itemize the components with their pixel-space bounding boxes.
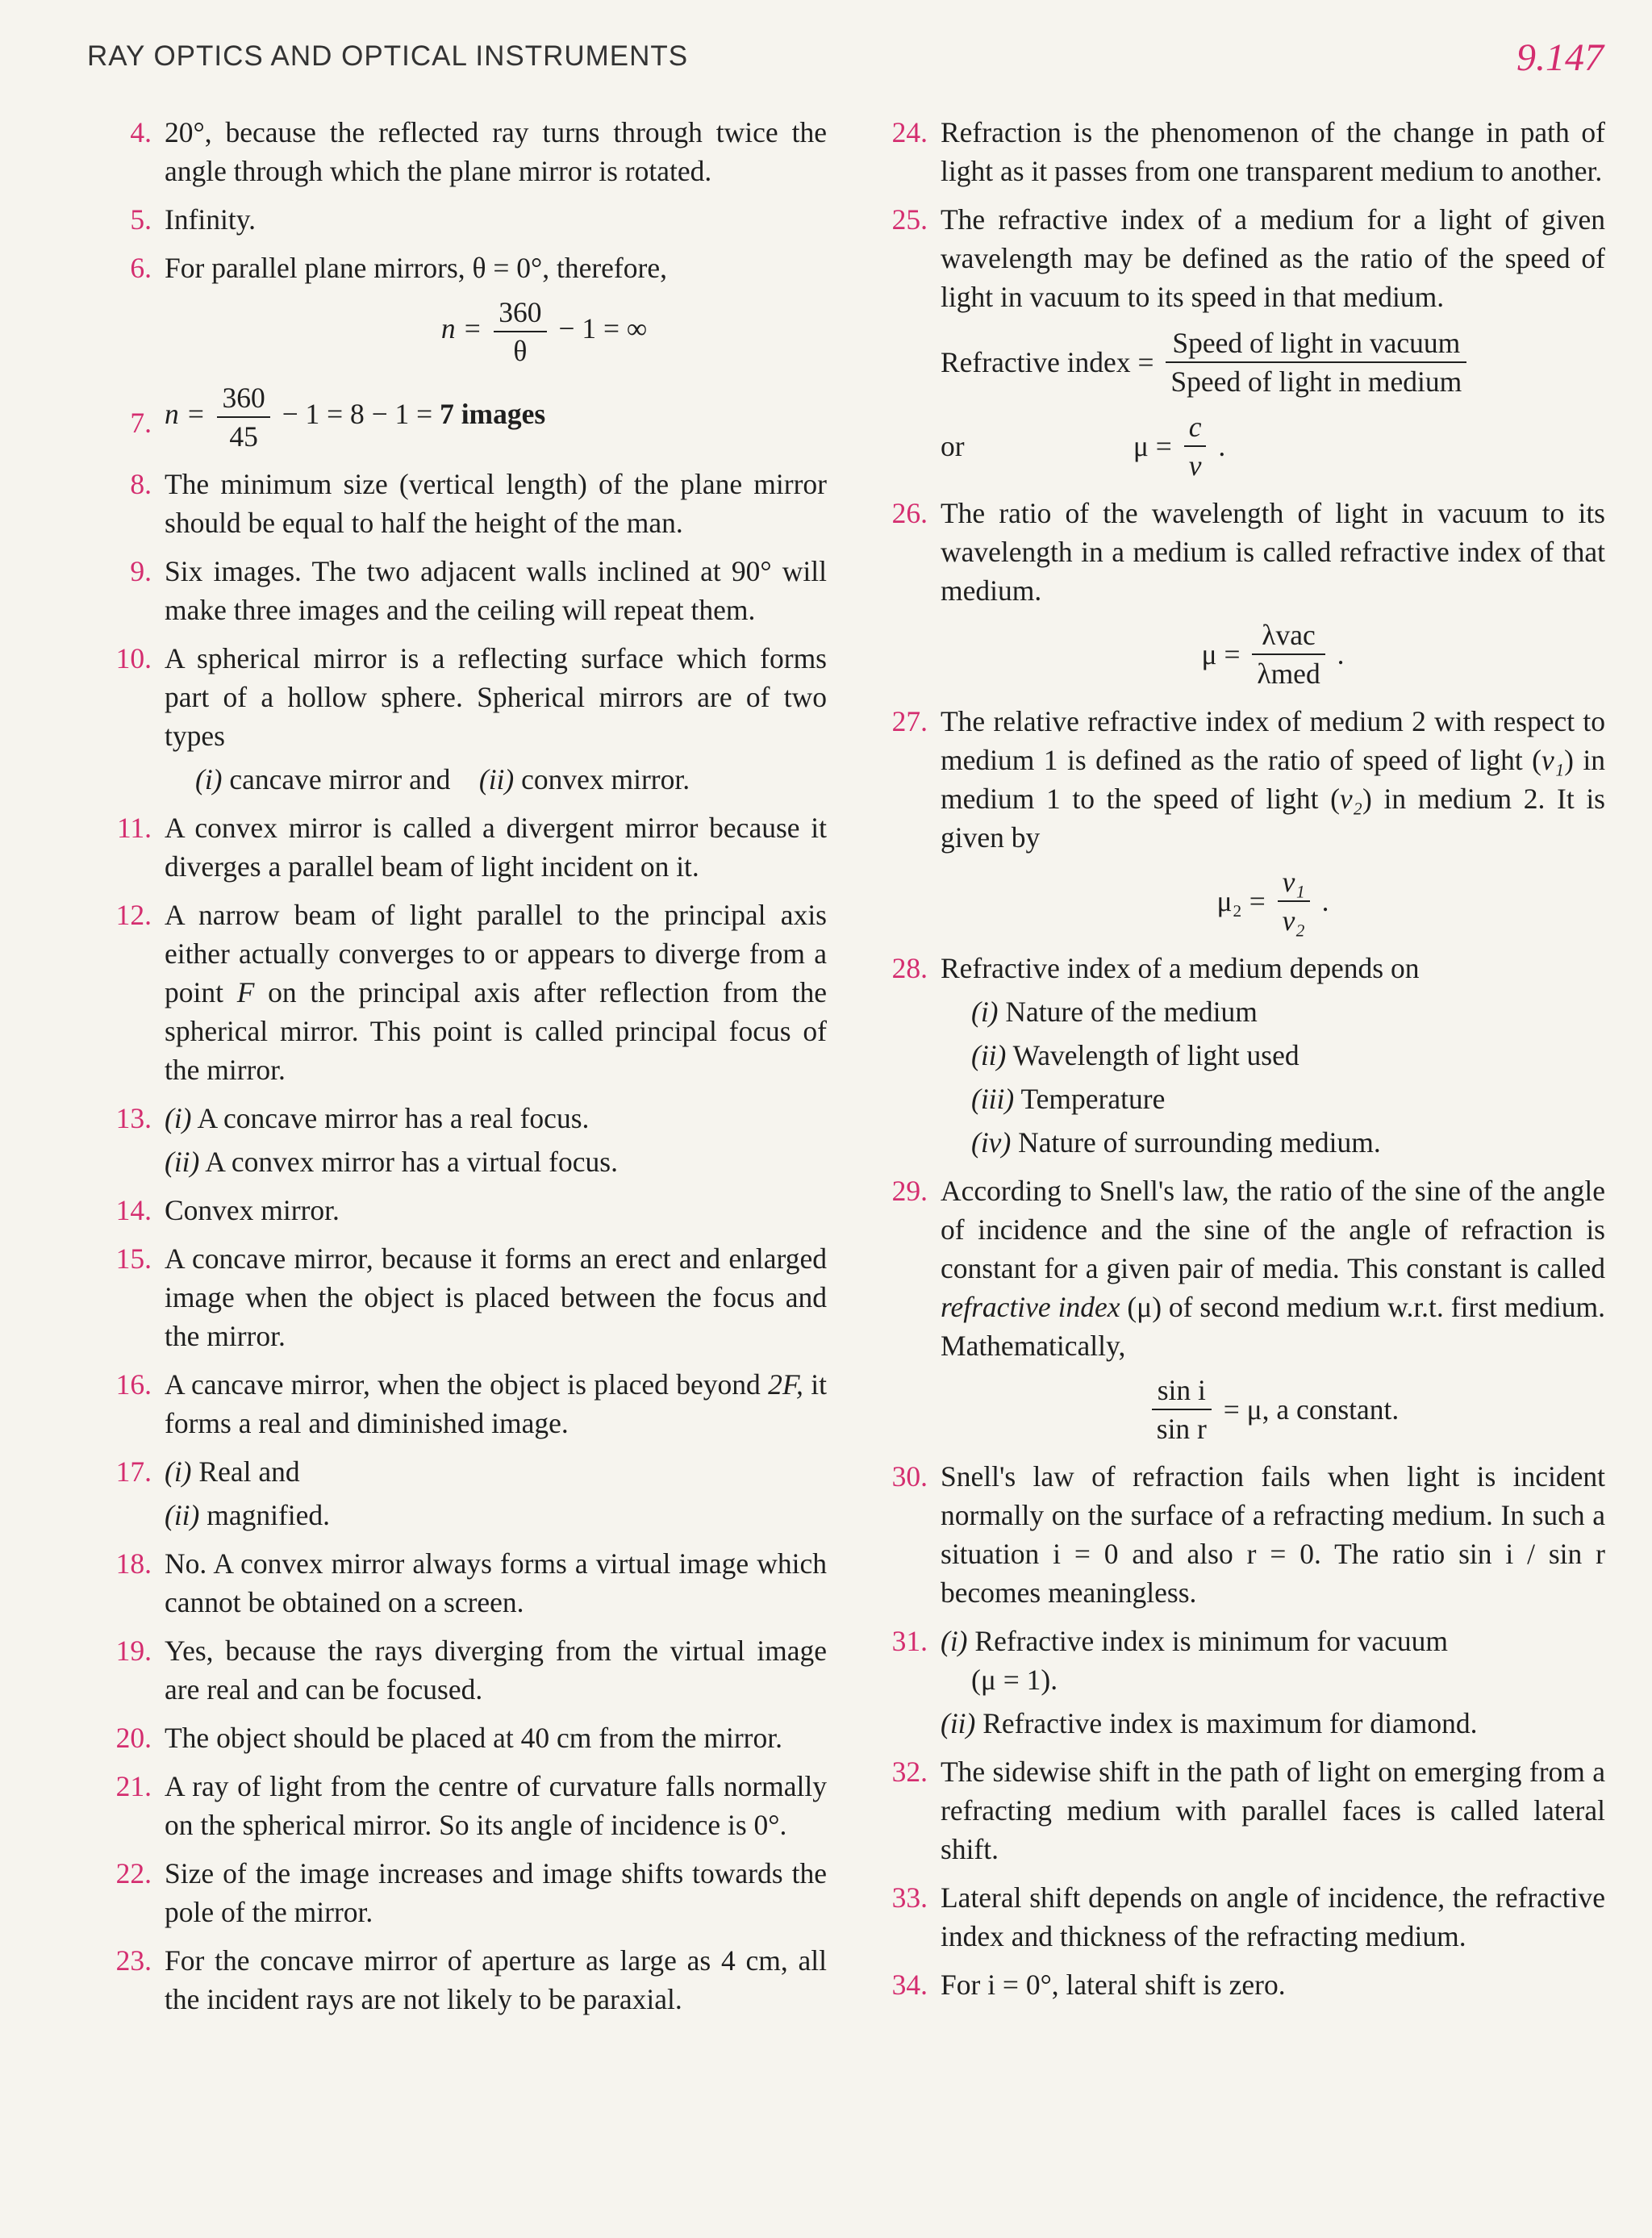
sub-text: Nature of the medium <box>1005 996 1258 1028</box>
answer-23 <box>105 1941 827 2019</box>
v2-symbol: v₂ <box>1339 783 1363 815</box>
equation <box>941 408 1605 484</box>
sub-label: (ii) <box>971 1039 1007 1071</box>
fraction-numerator: λvac <box>1252 616 1325 655</box>
answer-number: 28. <box>891 952 928 984</box>
fraction <box>1184 408 1207 484</box>
answer-number: 34. <box>891 1969 928 2001</box>
fraction <box>1166 324 1466 400</box>
sub-label: (i) <box>165 1455 192 1488</box>
fraction-denominator: Speed of light in medium <box>1170 365 1462 398</box>
answer-number: 8. <box>130 468 152 500</box>
sub-label: (iv) <box>971 1126 1012 1159</box>
sub-item <box>165 1142 827 1181</box>
answer-text: For the concave mirror of aperture as large as 4 cm, all the incident rays are not likely to be paraxial. <box>165 1944 827 2015</box>
fraction-numerator: c <box>1184 408 1207 447</box>
fraction <box>217 379 269 455</box>
answer-value: 7 images <box>440 398 546 431</box>
answer-text: (μ) of second medium w.r.t. first medium. Mathematically, <box>941 1291 1605 1362</box>
answer-17 <box>105 1452 827 1534</box>
fraction-numerator: 360 <box>217 379 269 418</box>
answer-7 <box>105 379 827 455</box>
sub-label: (i) <box>971 996 999 1028</box>
answer-number: 9. <box>130 555 152 587</box>
sub-text: Refractive index is maximum for diamond. <box>982 1707 1478 1739</box>
sub-text: cancave mirror and <box>229 763 451 795</box>
answer-13 <box>105 1099 827 1181</box>
answer-number: 25. <box>891 203 928 236</box>
answer-number: 13. <box>115 1102 152 1134</box>
fraction-numerator: Speed of light in vacuum <box>1166 324 1466 363</box>
sub-item <box>941 1036 1605 1075</box>
sub-item <box>165 1452 827 1491</box>
sub-item <box>941 992 1605 1031</box>
sub-label: (i) <box>941 1625 968 1657</box>
answer-number: 5. <box>130 203 152 236</box>
answer-21 <box>105 1767 827 1844</box>
fraction-denominator: sin r <box>1156 1413 1207 1445</box>
answer-number: 10. <box>115 642 152 674</box>
equation <box>941 863 1605 939</box>
fraction-denominator: λmed <box>1257 658 1320 690</box>
sub-label: (ii) <box>165 1499 200 1531</box>
answer-11 <box>105 808 827 886</box>
sub-text: magnified. <box>206 1499 331 1531</box>
answer-number: 31. <box>891 1625 928 1657</box>
fraction-numerator: v₁ <box>1278 863 1310 902</box>
equation-end: . <box>1218 430 1226 462</box>
answer-text: A cancave mirror, when the object is placed beyond <box>165 1368 761 1401</box>
equation-lhs: n = <box>165 398 206 431</box>
left-column <box>105 113 827 2028</box>
answer-text: Snell's law of refraction fails when light is incident normally on the surface of a refracting medium. In such a situation i = 0 and also r = 0. The ratio sin i / sin r becomes meaningless. <box>941 1460 1605 1609</box>
answer-18 <box>105 1544 827 1622</box>
answer-number: 23. <box>115 1944 152 1977</box>
fraction-denominator: θ <box>513 335 528 367</box>
answer-22 <box>105 1854 827 1931</box>
answer-26 <box>881 494 1605 692</box>
twoF-symbol: 2F, <box>768 1368 803 1401</box>
answer-30 <box>881 1457 1605 1612</box>
answer-12 <box>105 896 827 1089</box>
answer-text: No. A convex mirror always forms a virtual image which cannot be obtained on a screen. <box>165 1547 827 1618</box>
sub-text: A convex mirror has a virtual focus. <box>205 1146 618 1178</box>
sub-label: (ii) <box>941 1707 976 1739</box>
answer-number: 32. <box>891 1756 928 1788</box>
fraction <box>494 294 546 370</box>
fraction-numerator: 360 <box>494 294 546 332</box>
equation-rhs: − 1 = ∞ <box>558 312 648 345</box>
or-label: or <box>941 430 965 462</box>
answer-text: Yes, because the rays diverging from the virtual image are real and can be focused. <box>165 1635 827 1706</box>
answer-31 <box>881 1622 1605 1743</box>
answer-9 <box>105 552 827 629</box>
answer-number: 16. <box>115 1368 152 1401</box>
equation-rhs: − 1 = 8 − 1 = <box>282 398 433 431</box>
answer-number: 30. <box>891 1460 928 1493</box>
answer-text: it forms a real and diminished image. <box>165 1368 827 1439</box>
sub-label: (i) <box>195 763 223 795</box>
sub-item <box>165 1099 827 1138</box>
answer-32 <box>881 1752 1605 1868</box>
answer-6 <box>105 248 827 370</box>
equation <box>165 294 827 370</box>
equation-end: . <box>1321 885 1329 917</box>
answer-number: 14. <box>115 1194 152 1226</box>
sub-item <box>941 1079 1605 1118</box>
sub-label: (i) <box>165 1102 192 1134</box>
answer-number: 4. <box>130 116 152 148</box>
page-number: 9.147 <box>1516 36 1604 79</box>
answer-28 <box>881 949 1605 1162</box>
sub-item <box>941 1622 1605 1660</box>
answer-text: 20°, because the reflected ray turns through twice the angle through which the plane mirror is rotated. <box>165 116 827 187</box>
answer-text: Refraction is the phenomenon of the change in path of light as it passes from one transparent medium to another. <box>941 116 1605 187</box>
answer-16 <box>105 1365 827 1443</box>
answer-text: A narrow beam of light parallel to the principal axis either actually converges to or appears to diverge from a point <box>165 899 827 1008</box>
answer-text: Lateral shift depends on angle of incidence, the refractive index and thickness of the refracting medium. <box>941 1881 1605 1952</box>
fraction-denominator: v₂ <box>1282 904 1305 937</box>
answer-number: 11. <box>116 812 152 844</box>
fraction <box>1278 863 1310 939</box>
answer-text: The refractive index of a medium for a light of given wavelength may be defined as the ratio of the speed of light in vacuum to its speed in that medium. <box>941 203 1605 313</box>
equation <box>941 324 1605 400</box>
sub-item <box>941 1704 1605 1743</box>
sub-label: (ii) <box>165 1146 200 1178</box>
answer-text: A spherical mirror is a reflecting surface which forms part of a hollow sphere. Spherical mirrors are of two types <box>165 642 827 752</box>
answer-number: 19. <box>115 1635 152 1667</box>
answer-25 <box>881 200 1605 484</box>
answer-number: 20. <box>115 1722 152 1754</box>
answer-5 <box>105 200 827 239</box>
answer-text: According to Snell's law, the ratio of the sine of the angle of incidence and the sine of the angle of refraction is constant for a given pair of media. This constant is called <box>941 1175 1605 1284</box>
sub-options <box>165 760 827 799</box>
focus-symbol: F <box>236 976 255 1008</box>
answer-8 <box>105 465 827 542</box>
answer-text: A ray of light from the centre of curvature falls normally on the spherical mirror. So its angle of incidence is 0°. <box>165 1770 827 1841</box>
answer-text: The ratio of the wavelength of light in vacuum to its wavelength in a medium is called refractive index of that medium. <box>941 497 1605 607</box>
answer-number: 15. <box>115 1242 152 1275</box>
answer-34 <box>881 1965 1605 2004</box>
equation-lhs: Refractive index = <box>941 346 1154 378</box>
sub-text: A concave mirror has a real focus. <box>197 1102 590 1134</box>
v1-symbol: v₁ <box>1541 744 1565 776</box>
answer-number: 27. <box>891 705 928 737</box>
answer-number: 6. <box>130 252 152 284</box>
answer-text: Size of the image increases and image shifts towards the pole of the mirror. <box>165 1857 827 1928</box>
answer-10 <box>105 639 827 799</box>
answer-33 <box>881 1878 1605 1956</box>
fraction-denominator: v <box>1188 449 1202 482</box>
answer-text: Refractive index of a medium depends on <box>941 952 1420 984</box>
answer-number: 7. <box>130 407 152 439</box>
answer-24 <box>881 113 1605 190</box>
equation <box>941 616 1605 692</box>
equation <box>941 1372 1605 1447</box>
answer-4 <box>105 113 827 190</box>
equation-lhs: μ = <box>1201 638 1241 670</box>
answer-number: 21. <box>115 1770 152 1802</box>
answer-text: Infinity. <box>165 203 257 236</box>
answer-text: A convex mirror is called a divergent mirror because it diverges a parallel beam of light incident on it. <box>165 812 827 883</box>
equation-end: . <box>1337 638 1345 670</box>
sub-item-continuation: (μ = 1). <box>971 1664 1058 1696</box>
equation-lhs: μ₂ = <box>1216 885 1266 917</box>
page-header <box>87 35 1604 92</box>
answer-text: The sidewise shift in the path of light on emerging from a refracting medium with parallel faces is called lateral shift. <box>941 1756 1605 1865</box>
sub-text: convex mirror. <box>521 763 690 795</box>
answer-19 <box>105 1631 827 1709</box>
sub-text: Real and <box>198 1455 300 1488</box>
answer-number: 26. <box>891 497 928 529</box>
answer-text: For parallel plane mirrors, θ = 0°, therefore, <box>165 252 667 284</box>
sub-label: (iii) <box>971 1083 1015 1115</box>
right-column <box>881 113 1605 2014</box>
answer-text: Convex mirror. <box>165 1194 340 1226</box>
answer-29 <box>881 1171 1605 1447</box>
sub-text: Nature of surrounding medium. <box>1018 1126 1381 1159</box>
equation-lhs: μ = <box>1133 430 1172 462</box>
answer-text: The minimum size (vertical length) of the plane mirror should be equal to half the height of the man. <box>165 468 827 539</box>
answer-number: 12. <box>115 899 152 931</box>
fraction <box>1252 616 1325 692</box>
answer-number: 18. <box>115 1547 152 1580</box>
answer-text: Six images. The two adjacent walls inclined at 90° will make three images and the ceiling will repeat them. <box>165 555 827 626</box>
answer-14 <box>105 1191 827 1230</box>
answer-number: 33. <box>891 1881 928 1914</box>
sub-label: (ii) <box>478 763 515 795</box>
answer-number: 17. <box>115 1455 152 1488</box>
fraction-numerator: sin i <box>1152 1372 1212 1410</box>
answer-number: 29. <box>891 1175 928 1207</box>
answer-20 <box>105 1718 827 1757</box>
sub-item <box>941 1123 1605 1162</box>
sub-text: Temperature <box>1020 1083 1166 1115</box>
sub-text: Refractive index is minimum for vacuum <box>974 1625 1448 1657</box>
running-title: RAY OPTICS AND OPTICAL INSTRUMENTS <box>87 40 689 72</box>
answer-text: The relative refractive index of medium 2 with respect to medium 1 is defined as the ratio of speed of light ( <box>941 705 1605 776</box>
answer-number: 22. <box>115 1857 152 1889</box>
answer-number: 24. <box>891 116 928 148</box>
answer-15 <box>105 1239 827 1355</box>
answer-text: The object should be placed at 40 cm from the mirror. <box>165 1722 782 1754</box>
answer-text: ) in medium 1 to the speed of light ( <box>941 744 1605 815</box>
equation-lhs: n = <box>440 312 482 345</box>
answer-text: A concave mirror, because it forms an erect and enlarged image when the object is placed between the focus and the mirror. <box>165 1242 827 1352</box>
sub-text: Wavelength of light used <box>1012 1039 1299 1071</box>
answer-text: ) in medium 2. It is given by <box>941 783 1606 854</box>
term: refractive index <box>941 1291 1120 1323</box>
equation-rhs: = μ, a constant. <box>1223 1393 1400 1426</box>
fraction <box>1152 1372 1212 1447</box>
answer-text: For i = 0°, lateral shift is zero. <box>941 1969 1286 2001</box>
answer-text: on the principal axis after reflection from the spherical mirror. This point is called principal focus of the mirror. <box>165 976 828 1086</box>
answer-27 <box>881 702 1605 939</box>
sub-item <box>165 1496 827 1534</box>
fraction-denominator: 45 <box>229 420 258 453</box>
